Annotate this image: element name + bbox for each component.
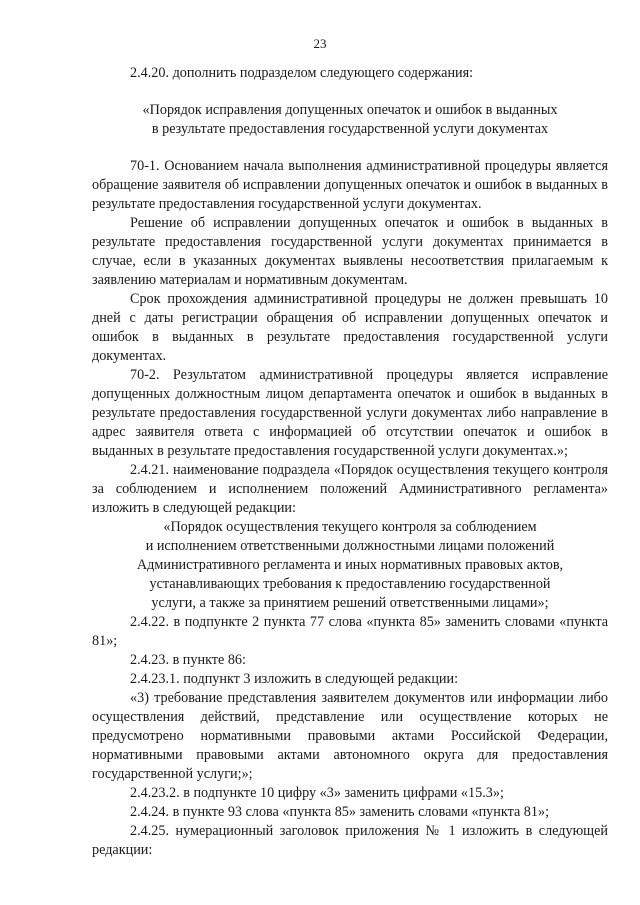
subsection-title-line-2: в результате предоставления государственной услуги документах bbox=[151, 121, 549, 137]
paragraph-70-2: 70-2. Результатом административной процедуры является исправление допущенных должностным лицом департамента опечаток и ошибок в выданных в результате предоставления государственной услуги документах либо направление в адрес заявителя ответа с информацией об отсутствии опечаток и ошибок в выданных в результате предоставления государственной услуги документах.»; bbox=[92, 367, 608, 459]
document-body bbox=[92, 64, 608, 860]
paragraph-decision: Решение об исправлении допущенных опечаток и ошибок в выданных в результате предоставления государственной услуги документах принимается в случае, если в указанных документах выявлены несоответствия прилагаемым к заявлению материалам и нормативным документам. bbox=[92, 215, 608, 288]
paragraph-subpoint-3: «3) требование представления заявителем документов или информации либо осуществления действий, представление или осуществление которых не предусмотрено нормативными правовыми актами Российской Федерации, нормативными правовыми актами автономного округа для предоставления государственной услуги;»; bbox=[92, 690, 608, 782]
control-title-line-5: услуги, а также за принятием решений ответственными лицами»; bbox=[151, 595, 549, 611]
control-title-line-4: устанавливающих требования к предоставлению государственной bbox=[149, 576, 551, 592]
paragraph-2-4-23-2: 2.4.23.2. в подпункте 10 цифру «3» заменить цифрами «15.3»; bbox=[130, 785, 504, 801]
paragraph-2-4-23-1: 2.4.23.1. подпункт 3 изложить в следующей редакции: bbox=[130, 671, 459, 687]
paragraph-2-4-22: 2.4.22. в подпункте 2 пункта 77 слова «пункта 85» заменить словами «пункта 81»; bbox=[92, 614, 608, 649]
subsection-title-line-1: «Порядок исправления допущенных опечаток и ошибок в выданных bbox=[142, 102, 558, 118]
paragraph-2-4-21: 2.4.21. наименование подраздела «Порядок осуществления текущего контроля за соблюдением и исполнением положений Административного регламента» изложить в следующей редакции: bbox=[92, 462, 608, 516]
paragraph-2-4-24: 2.4.24. в пункте 93 слова «пункта 85» заменить словами «пункта 81»; bbox=[130, 804, 550, 820]
paragraph-deadline: Срок прохождения административной процедуры не должен превышать 10 дней с даты регистрации обращения об исправлении допущенных опечаток и ошибок в выданных в результате предоставления государственной услуги документах. bbox=[92, 291, 608, 364]
paragraph-2-4-23: 2.4.23. в пункте 86: bbox=[130, 652, 246, 668]
control-title-line-2: и исполнением ответственными должностными лицами положений bbox=[145, 538, 555, 554]
control-title-line-3: Административного регламента и иных нормативных правовых актов, bbox=[136, 557, 564, 573]
control-title-line-1: «Порядок осуществления текущего контроля за соблюдением bbox=[163, 519, 537, 535]
paragraph-70-1: 70-1. Основанием начала выполнения административной процедуры является обращение заявителя об исправлении допущенных опечаток и ошибок в выданных в результате предоставления государственной услуги документах. bbox=[92, 158, 608, 212]
paragraph-2-4-25: 2.4.25. нумерационный заголовок приложения № 1 изложить в следующей редакции: bbox=[92, 823, 608, 858]
page-number: 23 bbox=[313, 36, 327, 51]
paragraph-2-4-20: 2.4.20. дополнить подразделом следующего содержания: bbox=[130, 65, 474, 81]
